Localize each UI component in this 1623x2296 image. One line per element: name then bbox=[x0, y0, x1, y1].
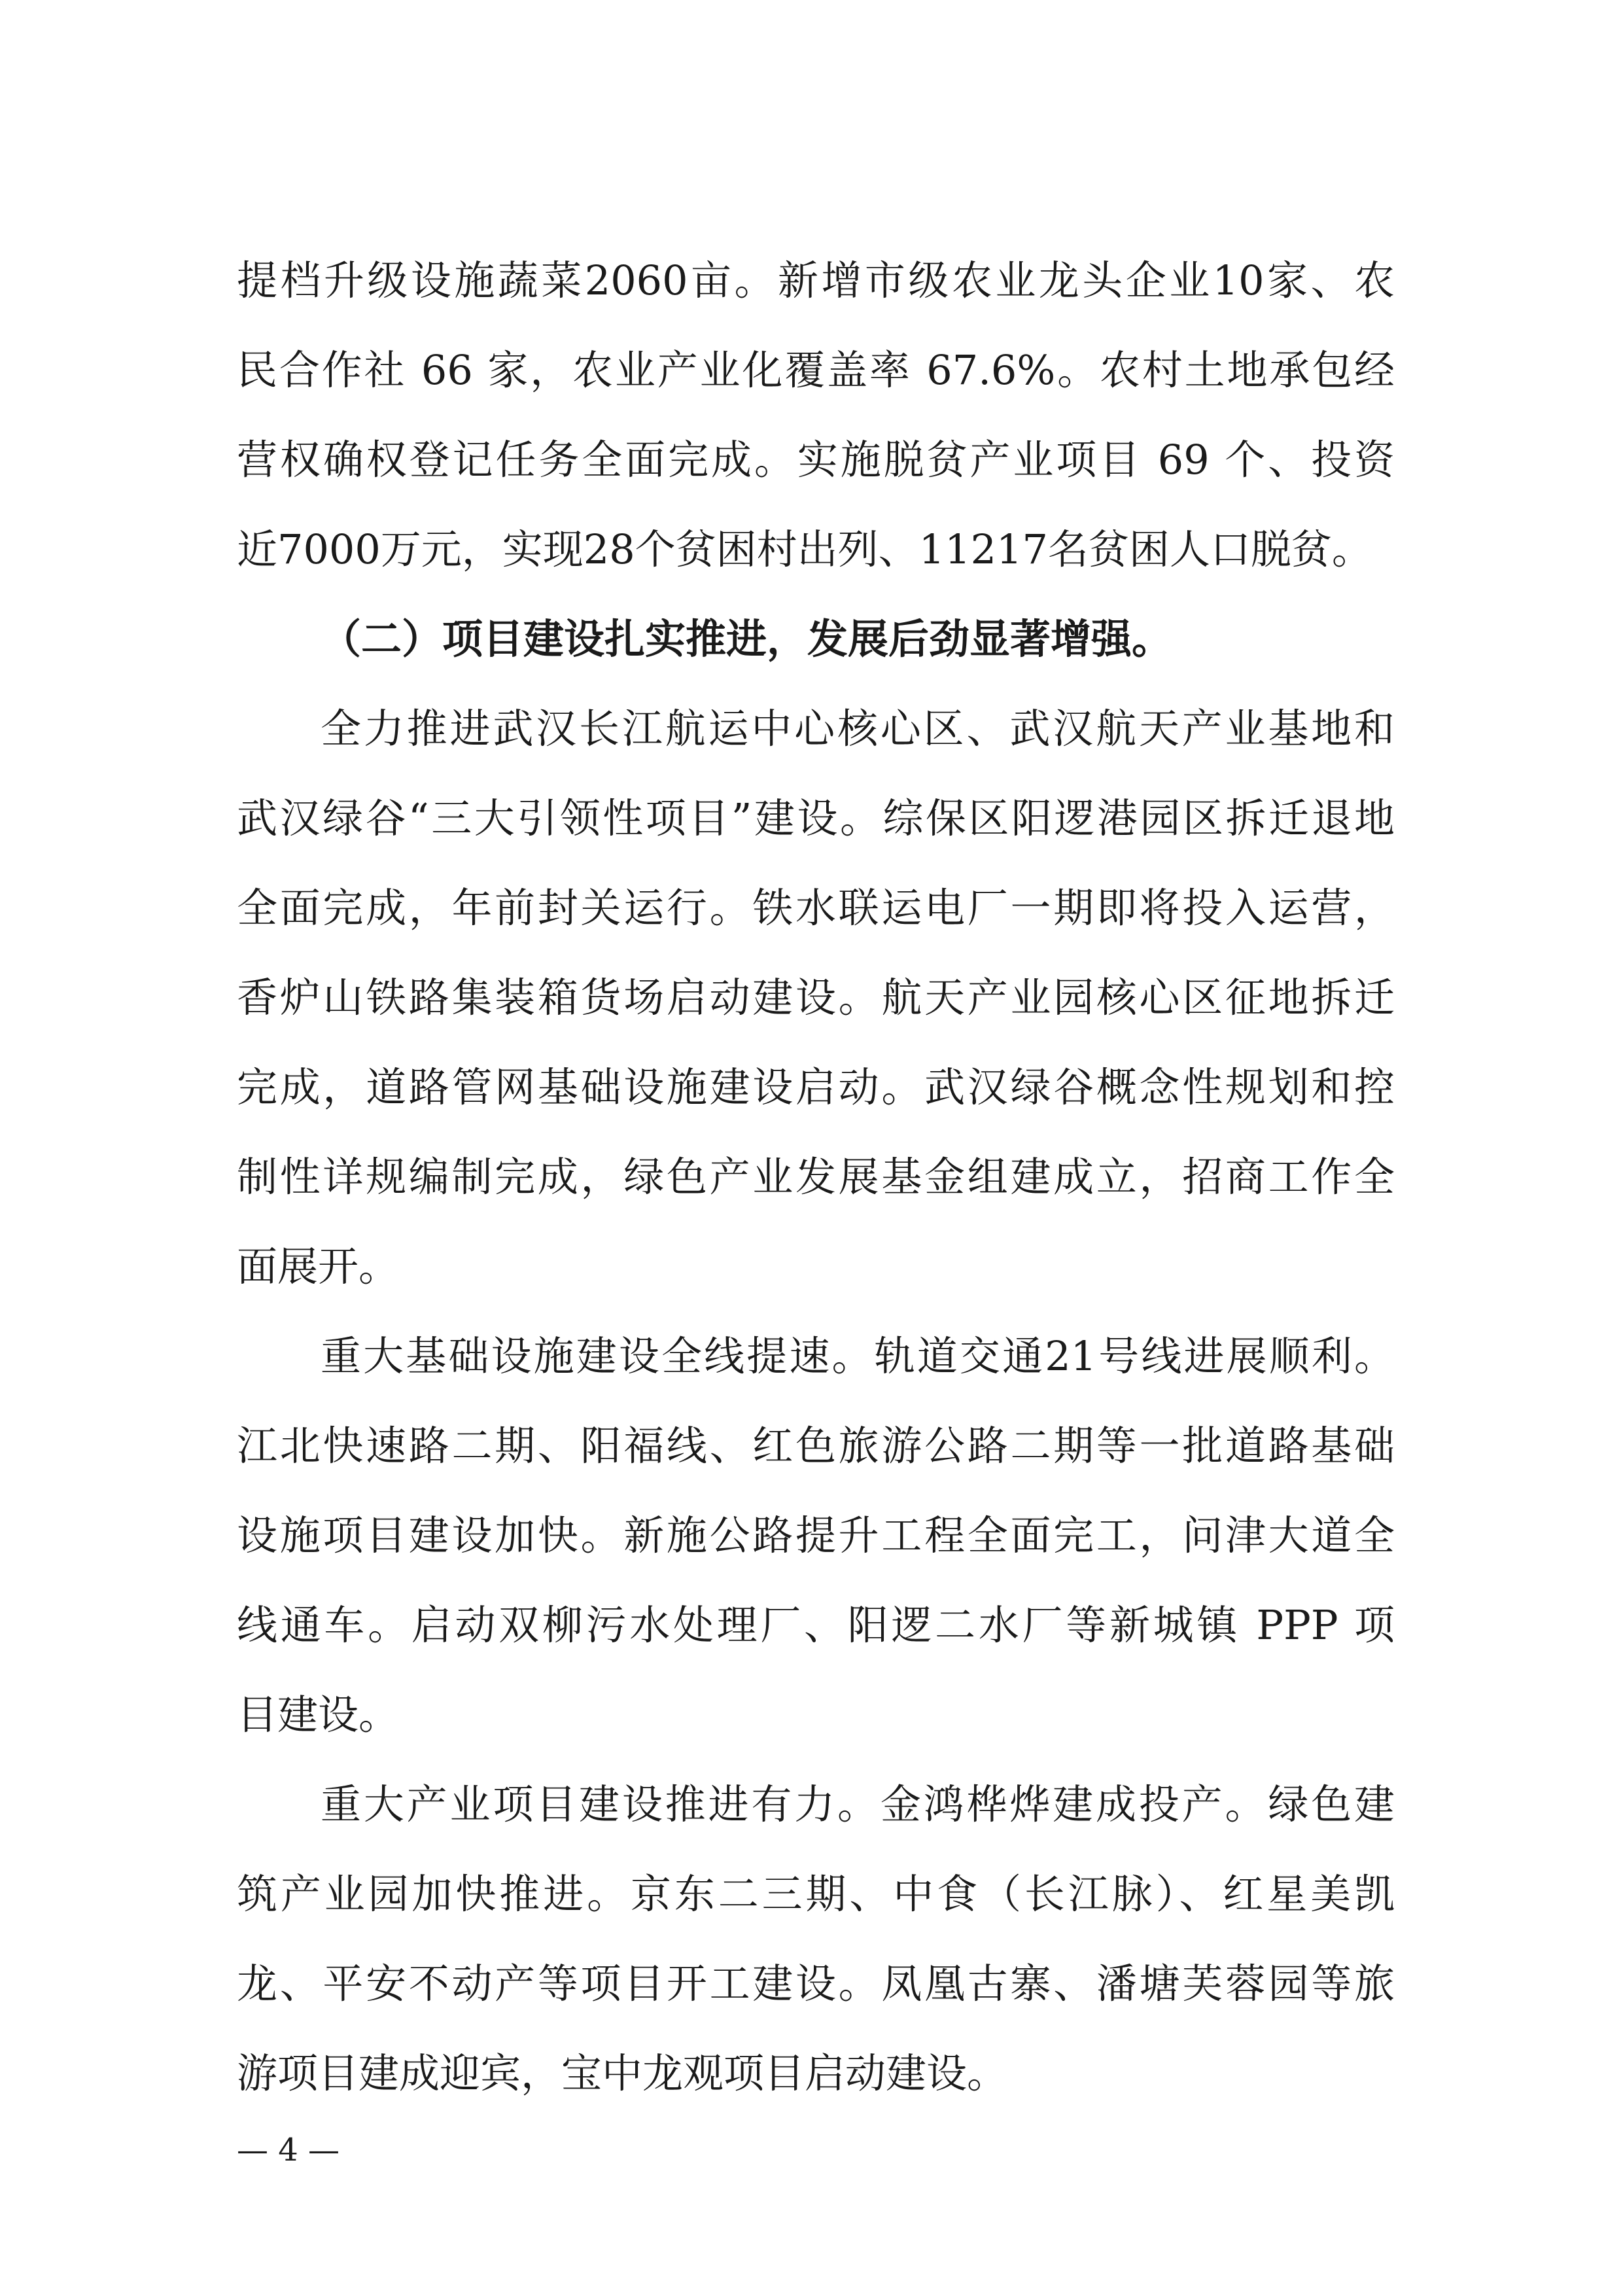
page-number: — 4 — bbox=[237, 2132, 340, 2168]
text-line: 游项目建成迎宾，宝中龙观项目启动建设。 bbox=[237, 2049, 1008, 2097]
text-line: 设施项目建设加快。新施公路提升工程全面完工，问津大道全 bbox=[237, 1511, 1395, 1559]
text-line: 武汉绿谷“三大引领性项目”建设。综保区阳逻港园区拆迁退地 bbox=[237, 794, 1395, 842]
heading-line: （二）项目建设扎实推进，发展后劲显著增强。 bbox=[321, 615, 1173, 663]
text-line: 龙、平安不动产等项目开工建设。凤凰古寨、潘塘芙蓉园等旅 bbox=[237, 1960, 1395, 2007]
paragraph-agriculture bbox=[237, 236, 1395, 594]
paragraph-infrastructure bbox=[237, 1311, 1395, 1759]
text-line: 重大基础设施建设全线提速。轨道交通21号线进展顺利。 bbox=[321, 1332, 1395, 1380]
text-line: 重大产业项目建设推进有力。金鸿桦烨建成投产。绿色建 bbox=[321, 1780, 1395, 1828]
paragraph-industry-projects bbox=[237, 1759, 1395, 2118]
text-line: 全力推进武汉长江航运中心核心区、武汉航天产业基地和 bbox=[321, 705, 1395, 752]
text-line: 制性详规编制完成，绿色产业发展基金组建成立，招商工作全 bbox=[237, 1153, 1395, 1201]
text-line: 筑产业园加快推进。京东二三期、中食（长江脉）、红星美凯 bbox=[237, 1870, 1395, 1918]
text-line: 民合作社 66 家，农业产业化覆盖率 67.6%。农村土地承包经 bbox=[237, 346, 1395, 394]
section-heading bbox=[237, 594, 1395, 684]
document-body bbox=[237, 236, 1395, 2118]
text-line: 江北快速路二期、阳福线、红色旅游公路二期等一批道路基础 bbox=[237, 1422, 1395, 1470]
text-line: 营权确权登记任务全面完成。实施脱贫产业项目 69 个、投资 bbox=[237, 436, 1395, 484]
paragraph-leading-projects bbox=[237, 684, 1395, 1311]
text-line: 全面完成，年前封关运行。铁水联运电厂一期即将投入运营， bbox=[237, 884, 1395, 932]
text-line: 面展开。 bbox=[237, 1243, 400, 1290]
text-line: 目建设。 bbox=[237, 1691, 400, 1739]
text-line: 近7000万元，实现28个贫困村出列、11217名贫困人口脱贫。 bbox=[237, 525, 1372, 573]
text-line: 香炉山铁路集装箱货场启动建设。航天产业园核心区征地拆迁 bbox=[237, 974, 1395, 1021]
text-line: 完成，道路管网基础设施建设启动。武汉绿谷概念性规划和控 bbox=[237, 1063, 1395, 1111]
text-line: 线通车。启动双柳污水处理厂、阳逻二水厂等新城镇 PPP 项 bbox=[237, 1601, 1395, 1649]
text-line: 提档升级设施蔬菜2060亩。新增市级农业龙头企业10家、农 bbox=[237, 256, 1395, 304]
